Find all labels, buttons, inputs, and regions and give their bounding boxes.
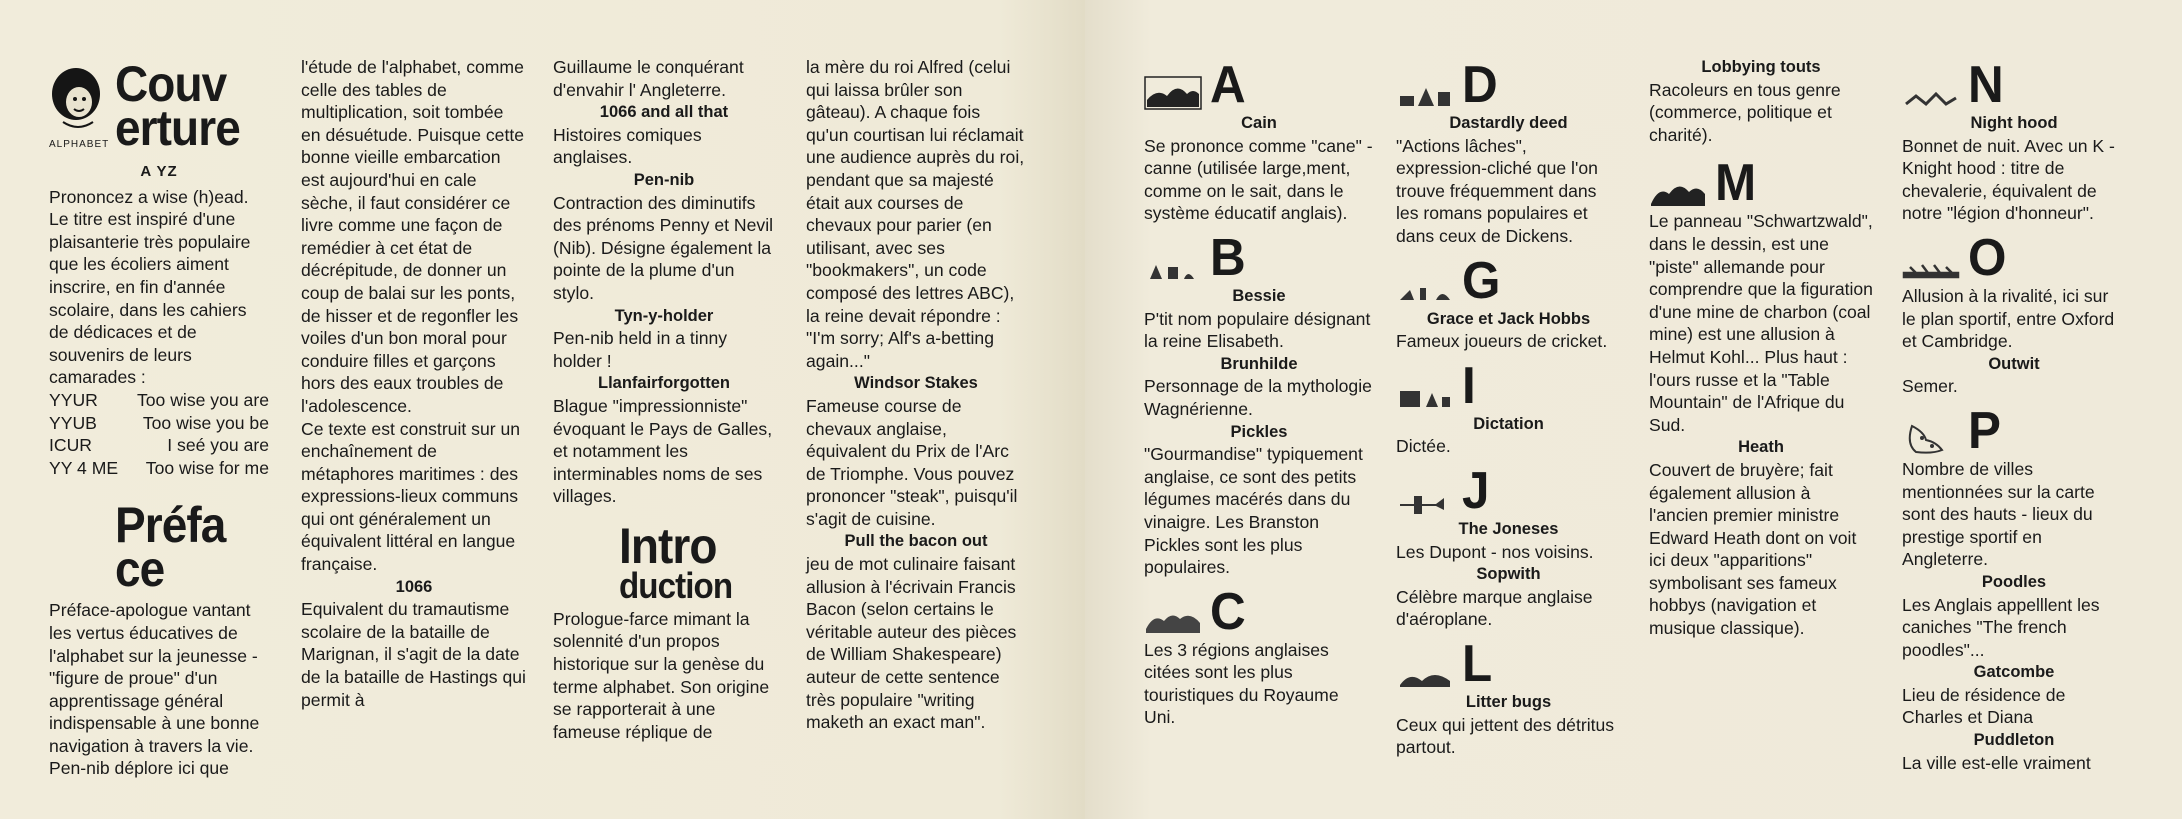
rebus-list xyxy=(49,389,269,479)
term-heading: Dastardly deed xyxy=(1449,114,1568,132)
paragraph: Histoires comiques anglaises. xyxy=(553,124,702,168)
paragraph: jeu de mot culinaire faisant allusion à l'écrivain Francis Bacon (selon certains le véritable auteur des pièces de William Shakespeare) auteur de cette sentence très populaire "writing maketh an exact man". xyxy=(806,554,1017,733)
term-heading: Tyn-y-holder xyxy=(614,306,714,325)
paragraph: Allusion à la rivalité, ici sur le plan sportif, entre Oxford et Cambridge. xyxy=(1902,285,2115,352)
introduction-heading xyxy=(553,517,775,608)
preface-title-line2: ce xyxy=(115,541,165,598)
paragraph: Se prononce comme "cane" - canne (utilisée large,ment, comme on le sait, dans le système éducatif anglais). xyxy=(1144,135,1373,224)
couverture-heading xyxy=(49,56,269,157)
left-column-1 xyxy=(49,56,269,780)
term-heading: Grace et Jack Hobbs xyxy=(1426,309,1591,328)
rowing-sketch-icon xyxy=(1902,249,1960,283)
letter-o-heading xyxy=(1902,228,2126,287)
term-heading: Puddleton xyxy=(1973,731,2055,750)
letter-c: C xyxy=(1210,582,1246,641)
term-heading: Heath xyxy=(1738,438,1784,457)
rebus-code: ICUR xyxy=(49,435,93,456)
paragraph: Ceux qui jettent des détritus partout. xyxy=(1396,714,1615,758)
term-heading: Pull the bacon out xyxy=(844,532,988,551)
term-heading: 1066 and all that xyxy=(599,103,729,122)
term-heading: Brunhilde xyxy=(1220,354,1298,373)
paragraph: P'tit nom populaire désignant la reine Elisabeth. xyxy=(1144,308,1371,352)
letter-g: G xyxy=(1462,251,1501,310)
paragraph: Les Dupont - nos voisins. xyxy=(1396,541,1594,562)
letter-d: D xyxy=(1462,56,1498,114)
letter-g-heading xyxy=(1396,251,1621,310)
paragraph: La ville est-elle vraiment xyxy=(1902,752,2091,773)
letter-i: I xyxy=(1462,356,1476,415)
paragraph: la mère du roi Alfred (celui qui laissa brûler son gâteau). A chaque fois qu'un courtisan lui réclamait une audience auprès du roi, pendant que sa majesté était aux courses de chevaux pour parier (en utilisant, avec ses "bookmakers", un code composé des lettres ABC), la reine devait répondre : "I'm sorry; Alf's a-betting again..." xyxy=(806,57,1025,371)
scene-sketch-icon xyxy=(1396,76,1454,110)
letter-d-heading xyxy=(1396,56,1621,114)
left-page xyxy=(0,0,1085,819)
letter-o: O xyxy=(1968,228,2007,287)
knight-sketch-icon xyxy=(1902,76,1960,110)
letter-b: B xyxy=(1210,228,1246,287)
term-heading: Windsor Stakes xyxy=(854,374,978,393)
paragraph: Célèbre marque anglaise d'aéroplane. xyxy=(1396,586,1593,630)
term-heading: Pickles xyxy=(1230,422,1288,441)
letter-b-heading xyxy=(1144,228,1374,287)
letter-n-heading xyxy=(1902,56,2126,114)
paragraph: Personnage de la mythologie Wagnérienne. xyxy=(1144,376,1372,419)
rebus-code: YY 4 ME xyxy=(49,457,119,478)
right-column-4 xyxy=(1902,56,2126,774)
paragraph: Couvert de bruyère; fait également allusion à l'ancien premier ministre Edward Heath dont on voit ici deux "apparitions" symbolisant ses fameux hobbys (navigation et musique classique). xyxy=(1649,459,1857,639)
paragraph: Blague "impressionniste" évoquant le Pays de Galles, et notamment les interminables noms de ses villages. xyxy=(553,395,773,507)
classroom-sketch-icon xyxy=(1396,377,1454,411)
letter-a: A xyxy=(1210,56,1246,114)
paragraph: Contraction des diminutifs des prénoms Penny et Nevil (Nib). Désigne également la pointe de la plume d'un stylo. xyxy=(553,192,774,303)
paragraph: Racoleurs en tous genre (commerce, politique et charité). xyxy=(1649,79,1841,145)
letter-l: L xyxy=(1462,634,1493,693)
rebus-meaning: Too wise you be xyxy=(142,412,269,433)
term-heading: Litter bugs xyxy=(1465,692,1552,711)
letter-i-heading xyxy=(1396,356,1621,415)
aeroplane-sketch-icon xyxy=(1396,482,1454,516)
rebus-meaning: I seé you are xyxy=(167,435,269,456)
rebus-code: YYUR xyxy=(49,389,98,410)
preface-heading xyxy=(49,497,269,598)
term-heading: Pen-nib xyxy=(633,170,695,189)
paragraph: Fameuse course de chevaux anglaise, équivalent du Prix de l'Arc de Triomphe. Vous pouvez prononcer "steak", puisqu'il s'agit de cuisine. xyxy=(806,395,1018,529)
right-column-2 xyxy=(1396,56,1621,759)
cricket-sketch-icon xyxy=(1396,272,1454,306)
rebus-meaning: Too wise for me xyxy=(145,457,269,478)
couverture-text: Prononcez a wise (h)ead. Le titre est inspiré d'une plaisanterie très populaire que les écoliers aiment inscrire, en fin d'année scolaire, dans les cahiers de dédicaces et de souvenirs de leurs camarades : xyxy=(49,186,251,388)
term-heading: Bessie xyxy=(1232,286,1286,305)
preface-text: Préface-apologue vantant les vertus éducatives de l'alphabet sur la jeunesse - "figure de proue" d'un apprentissage général indispensable à une bonne navigation à travers la vie. Pen-nib déplore ici que xyxy=(49,600,260,779)
rebus-code: YYUB xyxy=(49,412,97,433)
portrait-label: ALPHABET xyxy=(49,139,110,150)
paragraph: Pen-nib held in a tinny holder ! xyxy=(553,328,728,371)
letter-j-heading xyxy=(1396,461,1621,520)
left-column-3 xyxy=(553,56,775,743)
paragraph: Semer. xyxy=(1902,376,1958,397)
left-column-2 xyxy=(301,56,527,711)
term-heading: Dictation xyxy=(1473,414,1544,433)
letter-l-heading xyxy=(1396,634,1621,693)
left-column-4 xyxy=(806,56,1026,734)
paragraph: l'étude de l'alphabet, comme celle des tables de multiplication, soit tombée en désuétude. Puisque cette bonne vieille embarcation est aujourd'hui en cale sèche, il faut considérer ce livre comme une façon de remédier à cet état de décrépitude, de donner un coup de balai sur les ponts, de hisser et de regonfler les voiles d'un bon moral pour conduire filles et garçons hors des eaux troubles de l'adolescence. xyxy=(301,57,525,416)
introduction-title-line1: Intro xyxy=(619,517,717,574)
figures-sketch-icon xyxy=(1144,249,1202,283)
term-heading: Llanfairforgotten xyxy=(598,374,730,393)
preface-title-line1: Préfa xyxy=(115,497,226,554)
paragraph: "Gourmandise" typiquement anglaise, ce sont des petits légumes macérés dans du vinaigre. Les Branston Pickles sont les plus populaires. xyxy=(1144,444,1363,578)
term-heading: Lobbying touts xyxy=(1701,58,1821,76)
paragraph: Prologue-farce mimant la solennité d'un propos historique sur la genèse du terme alphabet. Son origine se rapporterait à une fameuse réplique de xyxy=(553,608,770,742)
right-column-1 xyxy=(1144,56,1374,729)
term-heading: Poodles xyxy=(1981,572,2047,591)
term-heading: Cain xyxy=(1241,114,1277,132)
term-heading: Outwit xyxy=(1988,354,2040,373)
letter-j: J xyxy=(1462,461,1490,520)
paragraph: Guillaume le conquérant d'envahir l' Angleterre. xyxy=(553,57,744,100)
paragraph: Lieu de résidence de Charles et Diana xyxy=(1902,684,2066,728)
paragraph: Nombre de villes mentionnées sur la carte sont des hauts - lieux du prestige sportif en Angleterre. xyxy=(1902,458,2095,570)
right-column-3 xyxy=(1649,56,1873,640)
paragraph: Fameux joueurs de cricket. xyxy=(1396,331,1608,352)
mine-sketch-icon xyxy=(1649,174,1707,208)
right-page xyxy=(1085,0,2182,819)
letter-c-heading xyxy=(1144,582,1374,641)
letter-n: N xyxy=(1968,56,2004,114)
couverture-title-line2: erture xyxy=(115,100,240,156)
rebus-meaning: Too wise you are xyxy=(136,389,269,410)
letter-a-heading xyxy=(1144,56,1374,114)
litter-sketch-icon xyxy=(1396,655,1454,689)
paragraph: Dictée. xyxy=(1396,436,1451,457)
paragraph: Le panneau "Schwartzwald", dans le dessin, est une "piste" allemande pour comprendre que la figuration d'une mine de charbon (coal mine) est une allusion à Helmut Kohl... Plus haut : l'ours russe et la "Table Mountain" de l'Afrique du Sud. xyxy=(1649,211,1873,435)
term-heading: Gatcombe xyxy=(1973,663,2055,682)
paragraph: Les Anglais appelllent les caniches "The french poodles"... xyxy=(1902,594,2100,660)
paragraph: Ce texte est construit sur un enchaînement de métaphores maritimes : des expressions-lieux communs qui ont généralement un équivalent littéral en langue française. xyxy=(301,418,521,575)
introduction-title-line2: duction xyxy=(619,564,733,606)
letter-p-heading xyxy=(1902,401,2126,460)
letter-m: M xyxy=(1715,154,1757,213)
couverture-title-line1: Couv xyxy=(115,56,227,112)
term-heading: The Joneses xyxy=(1458,519,1559,538)
england-map-sketch-icon xyxy=(1902,422,1960,456)
landscape-sketch-icon xyxy=(1144,76,1202,110)
paragraph: Equivalent du tramautisme scolaire de la bataille de Marignan, il s'agit de la date de la bataille de Hastings qui permit à xyxy=(301,599,526,710)
paragraph: Bonnet de nuit. Avec un K - Knight hood : titre de chevalerie, équivalent de notre "légion d'honneur". xyxy=(1902,135,2115,224)
byline: A YZ xyxy=(140,163,178,180)
letter-m-heading xyxy=(1649,154,1873,213)
term-heading: Sopwith xyxy=(1476,565,1541,584)
paragraph: Les 3 régions anglaises citées sont les plus touristiques du Royaume Uni. xyxy=(1144,639,1339,728)
term-heading: 1066 xyxy=(395,577,433,596)
map-sketch-icon xyxy=(1144,603,1202,637)
letter-p: P xyxy=(1968,401,2001,460)
paragraph: "Actions lâches", expression-cliché que l'on trouve fréquemment dans les romans populaires et dans ceux de Dickens. xyxy=(1396,135,1598,246)
term-heading: Night hood xyxy=(1970,114,2058,132)
